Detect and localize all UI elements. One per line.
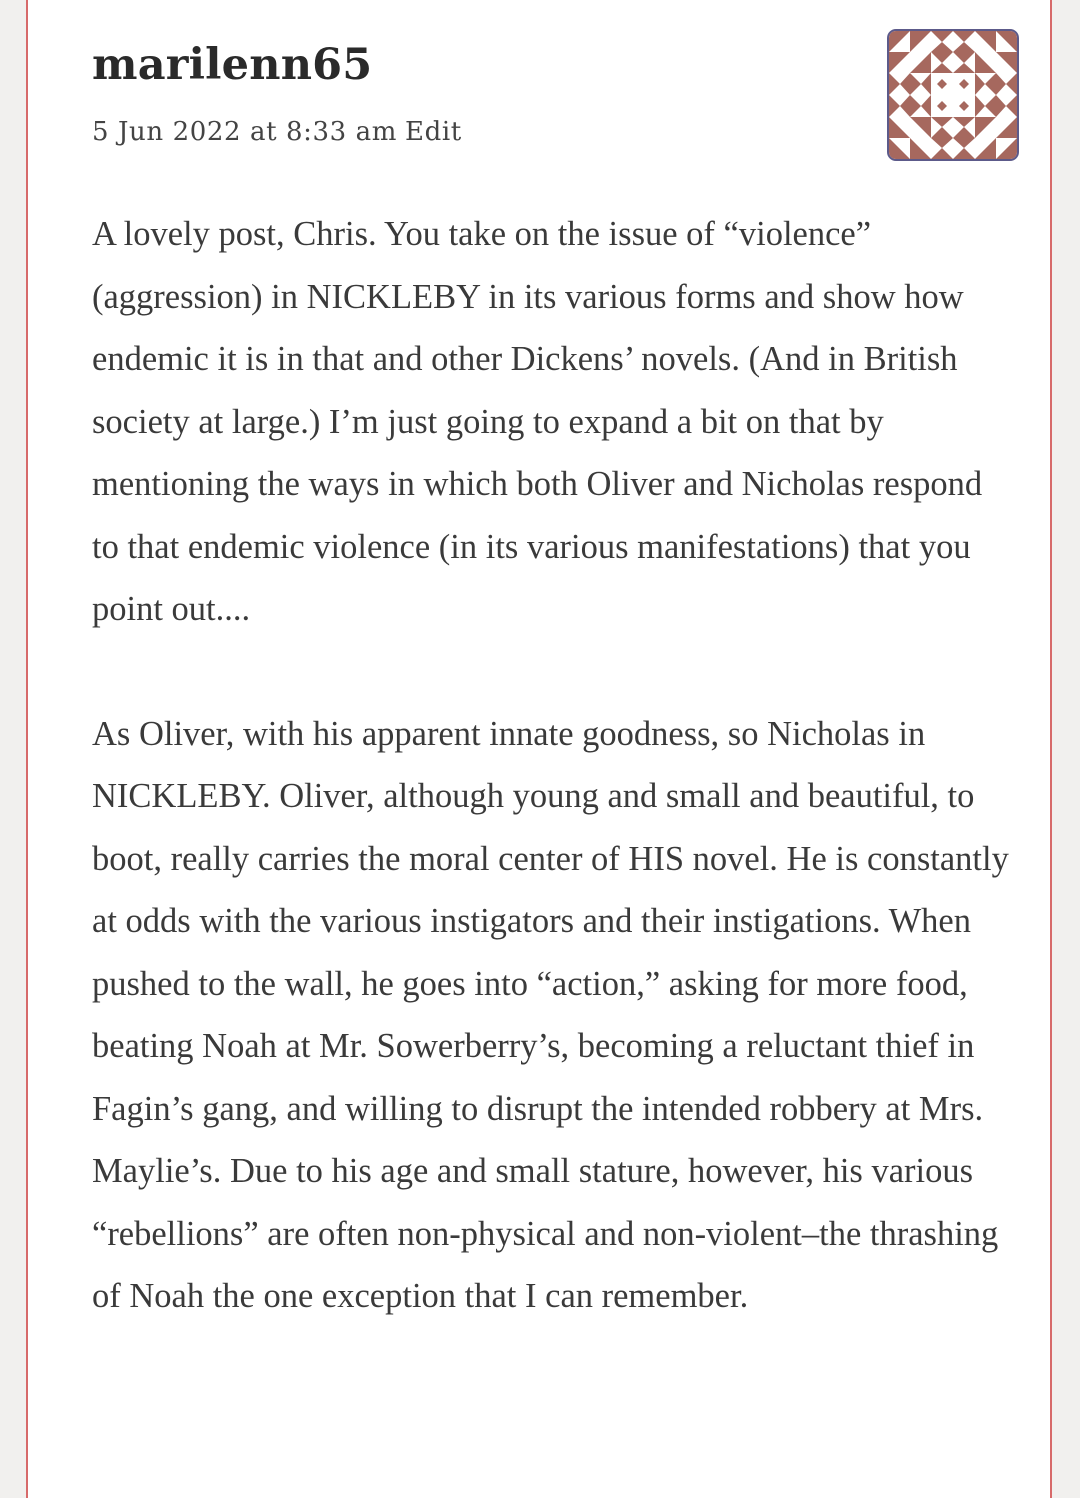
identicon-avatar-icon xyxy=(889,31,1017,159)
comment-date[interactable]: 5 Jun 2022 at 8:33 am xyxy=(92,117,398,147)
edit-link[interactable]: Edit xyxy=(405,117,462,147)
comment-card xyxy=(26,0,1052,1498)
comment-paragraph-1: A lovely post, Chris. You take on the issue of “violence” (aggression) in NICKLEBY in its various forms and show how endemic it is in that and other Dickens’ novels. (And in British society at large.) I’m just going to expand a bit on that by mentioning the ways in which both Oliver and Nicholas respond to that endemic violence (in its various manifestations) that you point out.... xyxy=(92,215,983,628)
comment-meta xyxy=(92,114,462,150)
comment-paragraph-2: As Oliver, with his apparent innate goodness, so Nicholas in NICKLEBY. Oliver, although young and small and beautiful, to boot, really carries the moral center of HIS novel. He is constantly at odds with the various instigators and their instigations. When pushed to the wall, he goes into “action,” asking for more food, beating Noah at Mr. Sowerberry’s, becoming a reluctant thief in Fagin’s gang, and willing to disrupt the intended robbery at Mrs. Maylie’s. Due to his age and small stature, however, his various “rebellions” are often non-physical and non-violent–the thrashing of Noah the one exception that I can remember. xyxy=(92,714,1009,1315)
comment-body xyxy=(92,203,1012,1390)
comment-author[interactable]: marilenn65 xyxy=(92,40,373,90)
avatar[interactable] xyxy=(887,29,1019,161)
